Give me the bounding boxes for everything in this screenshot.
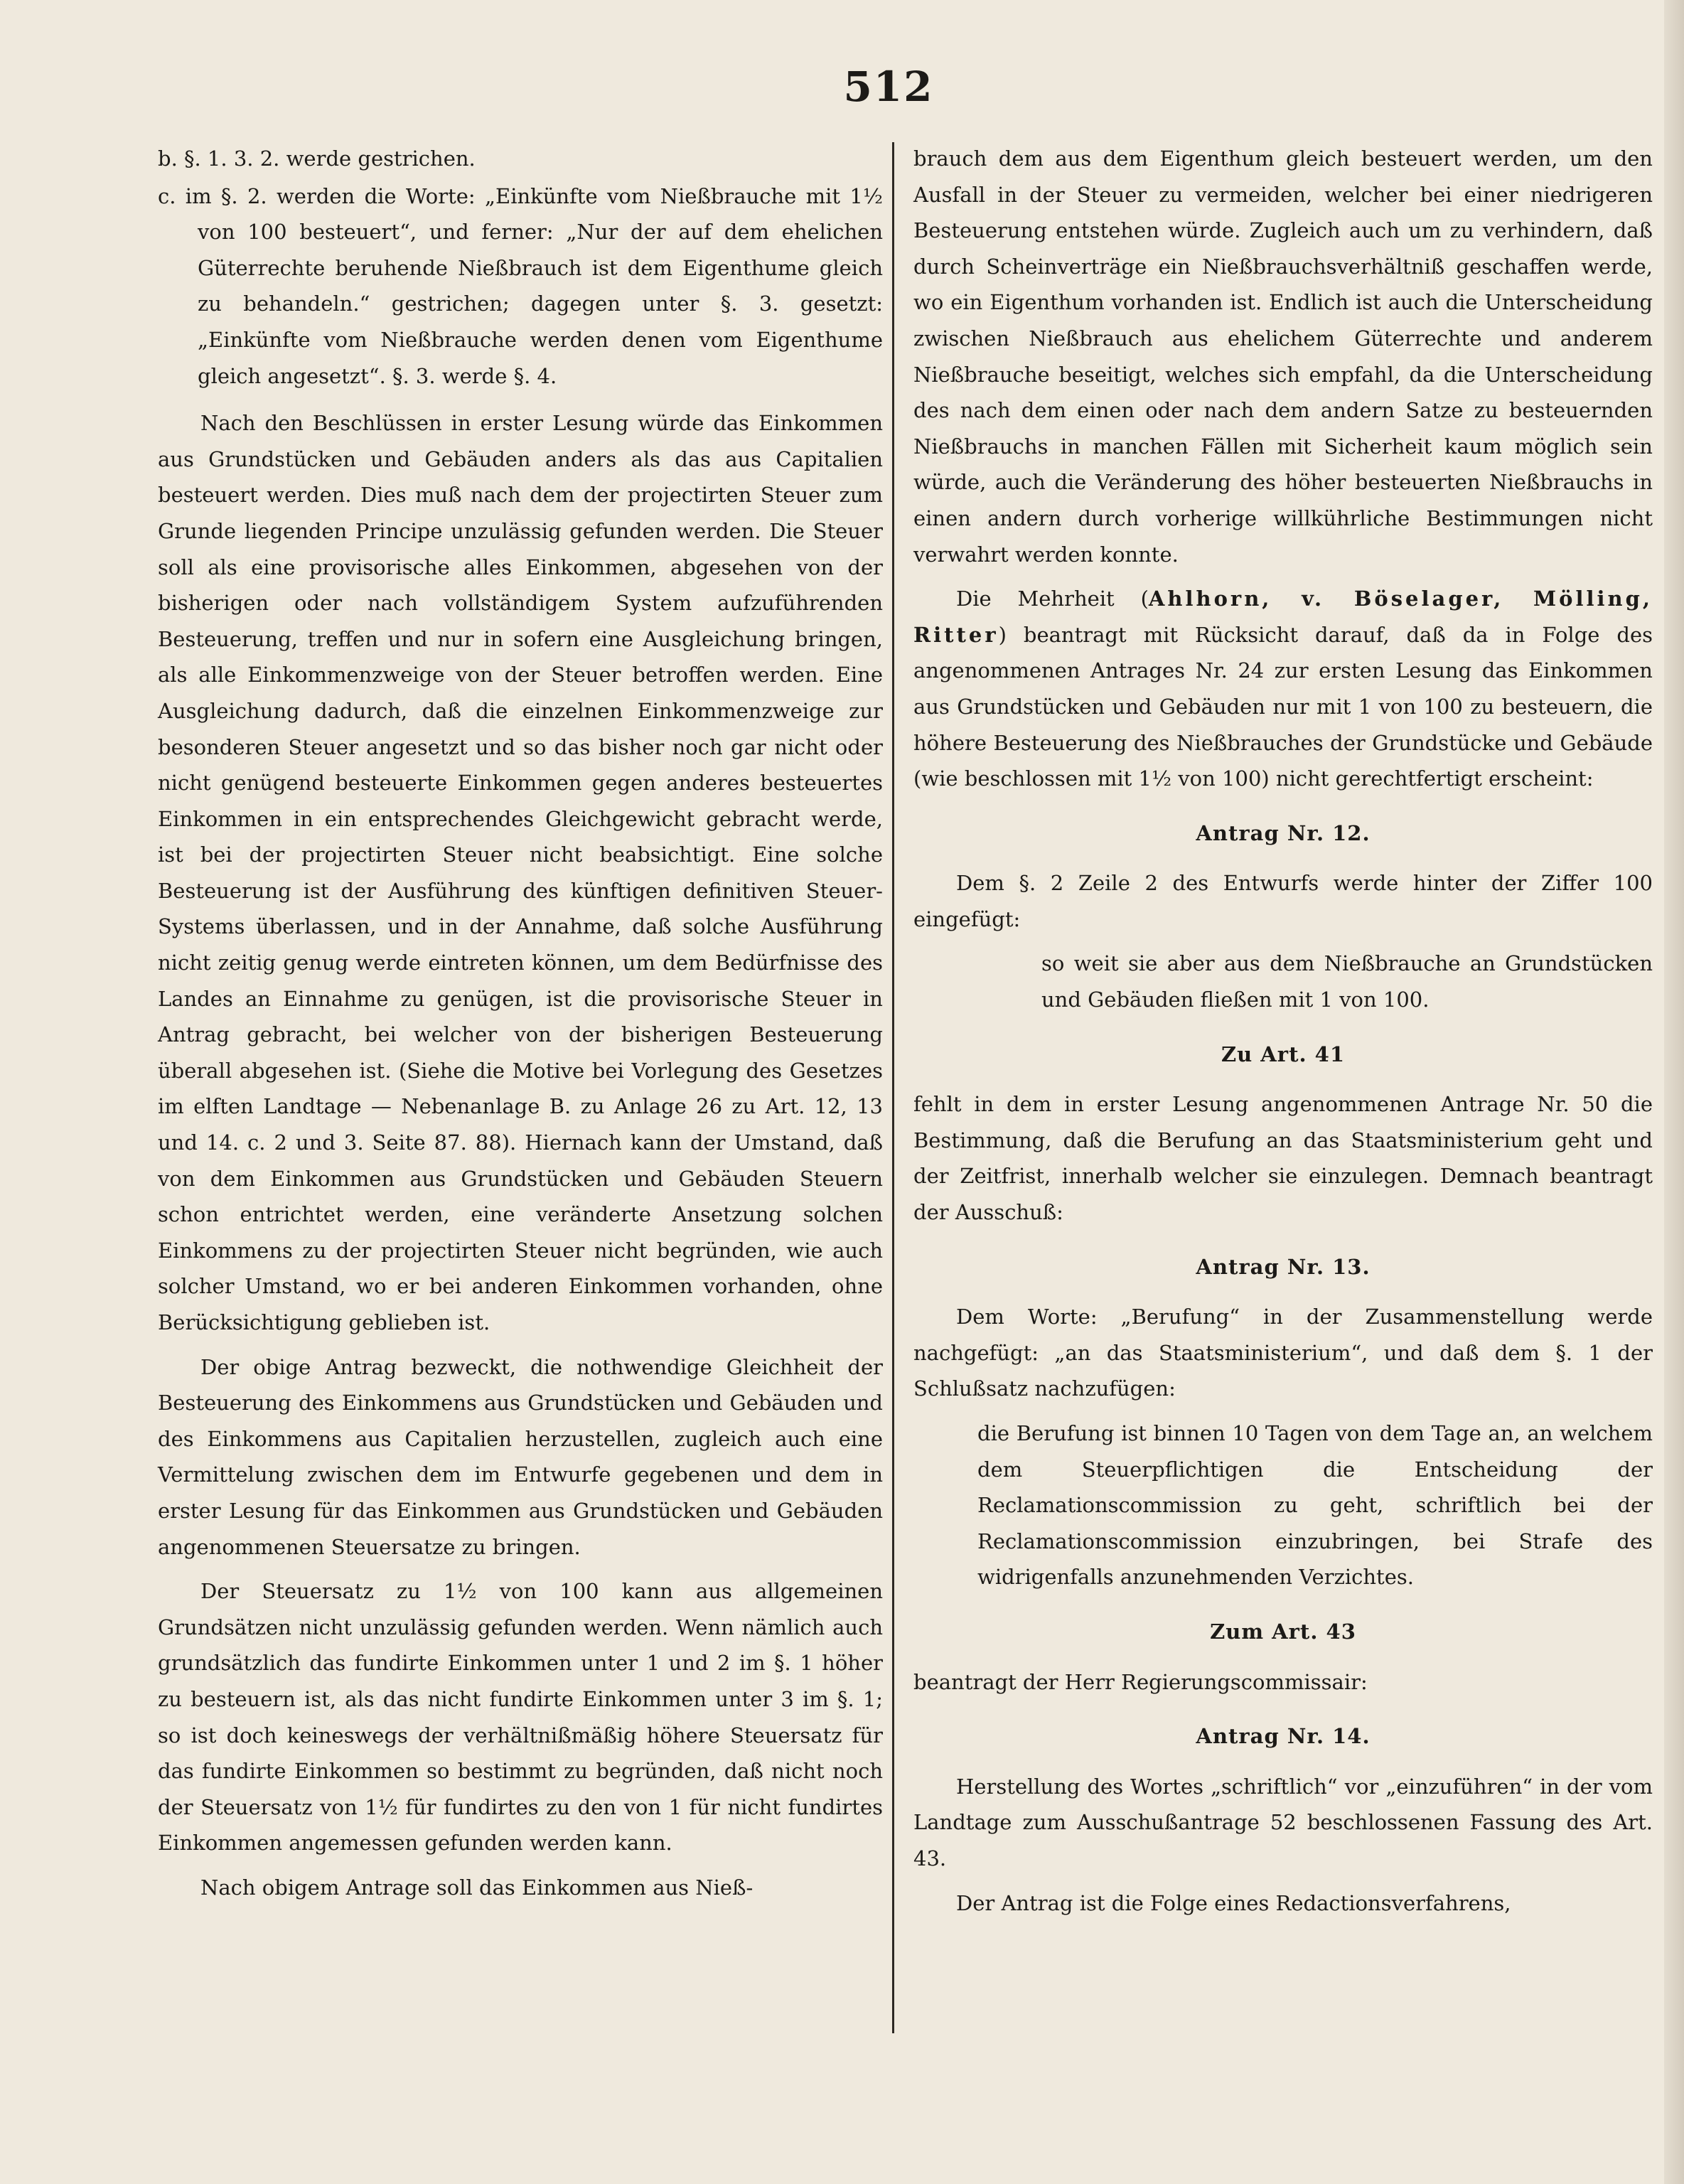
quoted-text: die Berufung ist binnen 10 Tagen von dem Tage an, an welchem dem Steuerpflichtigen die Entscheidung der Reclamationscommission zu geht, schriftlich bei der Reclamationscommission einzubringen, bei Strafe des widrigenfalls anzunehmenden Verzichtes. bbox=[977, 1421, 1653, 1590]
paragraph: beantragt der Herr Regierungscommissair: bbox=[913, 1669, 1368, 1694]
section-heading: Antrag Nr. 13. bbox=[1196, 1254, 1371, 1279]
paragraph: Dem Worte: „Berufung“ in der Zusammenstellung werde nachgefügt: „an das Staatsministerium“, und daß dem §. 1 der Schlußsatz nachzufügen: bbox=[913, 1305, 1653, 1401]
column-divider bbox=[892, 142, 894, 2033]
paragraph: Der Antrag ist die Folge eines Redactionsverfahrens, bbox=[956, 1890, 1511, 1915]
committee-names: Ahlhorn, v. Böselager, Mölling, Ritter bbox=[913, 587, 1653, 647]
list-item-c: c. im §. 2. werden die Worte: „Einkünfte vom Nießbrauche mit 1½ von 100 besteuert“, und ferner: „Nur der auf dem ehelichen Güterrechte beruhende Nießbrauch ist dem Eigenthume gleich zu behandeln.“ gestrichen; dagegen unter §. 3. gesetzt: „Einkünfte vom Nießbrauche werden denen vom Eigenthume gleich angesetzt“. §. 3. werde §. 4. bbox=[158, 183, 883, 388]
section-heading: Zum Art. 43 bbox=[1210, 1619, 1356, 1644]
paragraph: Der Steuersatz zu 1½ von 100 kann aus allgemeinen Grundsätzen nicht unzulässig gefunden werden. Wenn nämlich auch grundsätzlich das fundirte Einkommen unter 1 und 2 im §. 1 höher zu besteuern ist, als das nicht fundirte Einkommen unter 3 im §. 1; so ist doch keineswegs der verhältnißmäßig höhere Steuersatz für das fundirte Einkommen so bestimmt zu begründen, daß nicht noch der Steuersatz von 1½ für fundirtes zu den von 1 für nicht fundirtes Einkommen angemessen gefunden werden kann. bbox=[158, 1579, 883, 1856]
paragraph: Herstellung des Wortes „schriftlich“ vor „einzuführen“ in der vom Landtage zum Ausschußantrage 52 beschlossenen Fassung des Art. 43. bbox=[913, 1774, 1653, 1870]
paragraph: Die Mehrheit (Ahlhorn, v. Böselager, Mölling, Ritter) beantragt mit Rücksicht darauf, daß da in Folge des angenommenen Antrages Nr. 24 zur ersten Lesung das Einkommen aus Grundstücken und Gebäuden nur mit 1 von 100 zu besteuern, die höhere Besteuerung des Nießbrauches der Grundstücke und Gebäude (wie beschlossen mit 1½ von 100) nicht gerechtfertigt erscheint: bbox=[913, 587, 1653, 791]
paragraph: Nach den Beschlüssen in erster Lesung würde das Einkommen aus Grundstücken und Gebäuden anders als das aus Capitalien besteuert werden. Dies muß nach dem der projectirten Steuer zum Grunde liegenden Principe unzulässig gefunden werden. Die Steuer soll als eine provisorische alles Einkommen, abgesehen von der bisherigen oder nach vollständigem System aufzuführenden Besteuerung, treffen und nur in sofern eine Ausgleichung bringen, als alle Einkommenzweige von der Steuer betroffen werden. Eine Ausgleichung dadurch, daß die einzelnen Einkommenzweige zur besonderen Steuer angesetzt und so das bisher noch gar nicht oder nicht genügend besteuerte Einkommen gegen anderes besteuertes Einkommen in ein entsprechendes Gleichgewicht gebracht werde, ist bei der projectirten Steuer nicht beabsichtigt. Eine solche Besteuerung ist der Ausführung des künftigen definitiven Steuer-Systems überlassen, und in der Annahme, daß solche Ausführung nicht zeitig genug werde eintreten können, um dem Bedürfnisse des Landes an Einnahme zu genügen, ist die provisorische Steuer in Antrag gebracht, bei welcher von der bisherigen Besteuerung überall abgesehen ist. (Siehe die Motive bei Vorlegung des Gesetzes im elften Landtage — Nebenanlage B. zu Anlage 26 zu Art. 12, 13 und 14. c. 2 und 3. Seite 87. 88). Hiernach kann der Umstand, daß von dem Einkommen aus Grundstücken und Gebäuden Steuern schon entrichtet werden, eine veränderte Ansetzung solchen Einkommens zu der projectirten Steuer nicht begründen, wie auch solcher Umstand, wo er bei anderen Einkommen vorhanden, ohne Berücksichtigung geblieben ist. bbox=[158, 411, 883, 1334]
paragraph: Dem §. 2 Zeile 2 des Entwurfs werde hinter der Ziffer 100 eingefügt: bbox=[913, 871, 1653, 931]
page-number: 512 bbox=[843, 63, 934, 111]
left-column bbox=[158, 141, 883, 1915]
list-item-b: b. §. 1. 3. 2. werde gestrichen. bbox=[158, 146, 476, 171]
paragraph: brauch dem aus dem Eigenthum gleich besteuert werden, um den Ausfall in der Steuer zu vermeiden, welcher bei einer niedrigeren Besteuerung entstehen würde. Zugleich auch um zu verhindern, daß durch Scheinverträge ein Nießbrauchsverhältniß geschaffen werde, wo ein Eigenthum vorhanden ist. Endlich ist auch die Unterscheidung zwischen Nießbrauch aus ehelichem Güterrechte und anderem Nießbrauche beseitigt, welches sich empfahl, da die Unterscheidung des nach dem einen oder nach dem andern Satze zu besteuernden Nießbrauchs in manchen Fällen mit Sicherheit kaum möglich sein würde, auch die Veränderung des höher besteuerten Nießbrauchs in einen andern durch vorherige willkührliche Bestimmungen nicht verwahrt werden konnte. bbox=[913, 146, 1653, 567]
page-edge bbox=[1664, 0, 1684, 2184]
section-heading: Antrag Nr. 12. bbox=[1196, 820, 1371, 845]
paragraph: fehlt in dem in erster Lesung angenommenen Antrage Nr. 50 die Bestimmung, daß die Berufung an das Staatsministerium geht und der Zeitfrist, innerhalb welcher sie einzulegen. Demnach beantragt der Ausschuß: bbox=[913, 1092, 1653, 1225]
section-heading: Zu Art. 41 bbox=[1221, 1042, 1346, 1066]
quoted-text: so weit sie aber aus dem Nießbrauche an Grundstücken und Gebäuden fließen mit 1 von 100. bbox=[1041, 951, 1653, 1012]
section-heading: Antrag Nr. 14. bbox=[1196, 1724, 1371, 1749]
paragraph: Der obige Antrag bezweckt, die nothwendige Gleichheit der Besteuerung des Einkommens aus Grundstücken und Gebäuden und des Einkommens aus Capitalien herzustellen, zugleich auch eine Vermittelung zwischen dem im Entwurfe gegebenen und dem in erster Lesung für das Einkommen aus Grundstücken und Gebäuden angenommenen Steuersatze zu bringen. bbox=[158, 1354, 883, 1559]
paragraph: Nach obigem Antrage soll das Einkommen aus Nieß- bbox=[200, 1875, 753, 1900]
right-column bbox=[913, 141, 1653, 1929]
